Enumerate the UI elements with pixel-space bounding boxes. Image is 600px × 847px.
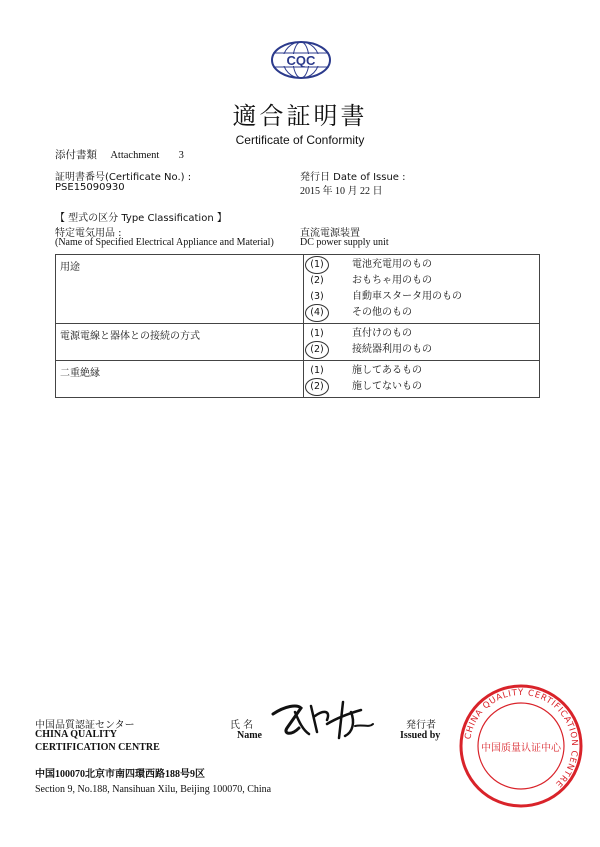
classification-category: 用途 <box>56 255 304 324</box>
option-label: 接続器利用のもの <box>352 344 432 355</box>
option-label: 自動車スタータ用のもの <box>352 291 462 302</box>
option-number: (3) <box>310 291 324 302</box>
option-item <box>304 257 539 273</box>
appliance-value-jp: 直流電源装置 <box>300 228 360 239</box>
classification-category: 二重絶縁 <box>56 361 304 398</box>
name-label-jp: 氏 名 <box>230 720 254 731</box>
option-number: (1) <box>310 365 324 376</box>
option-item <box>304 379 539 395</box>
option-label: 施してないもの <box>352 381 422 392</box>
certificate-number: PSE15090930 <box>55 182 125 193</box>
org-name-en-line2: CERTIFICATION CENTRE <box>35 742 160 753</box>
name-label-en: Name <box>237 730 262 741</box>
issue-date-value: 2015 年 10 月 22 日 <box>300 186 383 197</box>
classification-options <box>304 361 540 398</box>
option-label: おもちゃ用のもの <box>352 275 432 286</box>
appliance-value-en: DC power supply unit <box>300 237 389 248</box>
cqc-logo-text: CQC <box>286 53 316 68</box>
option-item <box>304 363 539 379</box>
appliance-label-en: (Name of Specified Electrical Appliance and Material) <box>55 237 274 248</box>
option-number: (4) <box>310 307 324 318</box>
official-seal <box>458 683 584 809</box>
issuer-label-jp: 発行者 <box>406 720 436 731</box>
address-cn: 中国100070北京市南四環西路188号9区 <box>35 769 205 780</box>
org-name-jp: 中国品質認証センター <box>35 720 135 731</box>
option-number: (2) <box>310 381 324 392</box>
attachment-line <box>55 147 184 162</box>
type-classification-heading: 【 型式の区分 Type Classification 】 <box>55 213 227 224</box>
classification-category: 電源電線と器体との接続の方式 <box>56 324 304 361</box>
option-item <box>304 305 539 321</box>
attachment-label-en: Attachment <box>110 150 160 161</box>
page-title: 適合証明書 <box>232 102 368 130</box>
option-label: 施してあるもの <box>352 365 422 376</box>
signature-image <box>265 694 380 744</box>
page-subtitle: Certificate of Conformity <box>235 133 365 147</box>
option-item <box>304 342 539 358</box>
option-item <box>304 326 539 342</box>
option-label: その他のもの <box>352 307 412 318</box>
appliance-label-jp: 特定電気用品 : <box>55 228 122 239</box>
issuer-label-en: Issued by <box>400 730 441 741</box>
seal-center-text: 中国质量认证中心 <box>481 743 561 754</box>
classification-table <box>55 254 540 398</box>
org-name-en-line1: CHINA QUALITY <box>35 729 117 740</box>
attachment-number: 3 <box>178 150 184 161</box>
certificate-label: 証明書番号(Certificate No.) : <box>55 172 192 183</box>
option-item <box>304 289 539 305</box>
option-item <box>304 273 539 289</box>
address-en: Section 9, No.188, Nansihuan Xilu, Beijing 100070, China <box>35 784 272 795</box>
seal-ring-text: CHINA QUALITY CERTIFICATION CENTRE <box>463 687 580 790</box>
table-row <box>56 324 540 361</box>
attachment-label-jp: 添付書類 <box>55 149 97 161</box>
option-number: (2) <box>310 344 324 355</box>
classification-options <box>304 324 540 361</box>
cqc-logo <box>270 40 332 80</box>
option-label: 電池充電用のもの <box>352 259 432 270</box>
table-row <box>56 255 540 324</box>
classification-options <box>304 255 540 324</box>
option-label: 直付けのもの <box>352 328 412 339</box>
option-number: (2) <box>310 275 324 286</box>
option-number: (1) <box>310 259 324 270</box>
table-row <box>56 361 540 398</box>
option-number: (1) <box>310 328 324 339</box>
issue-date-label: 発行日 Date of Issue : <box>300 172 406 183</box>
